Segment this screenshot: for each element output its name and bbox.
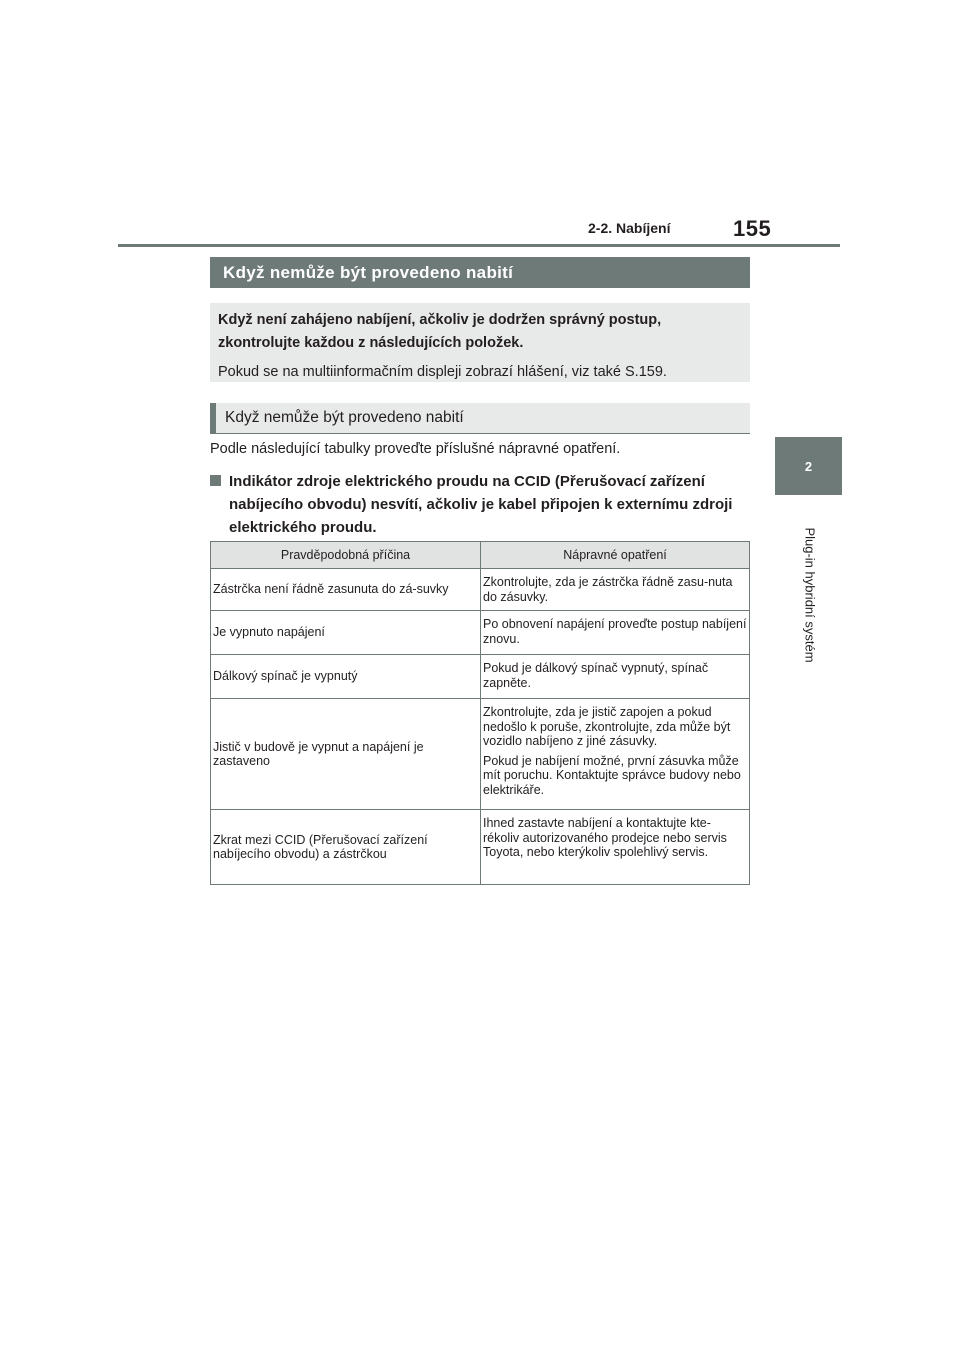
table-row [211,810,750,885]
remedy-text: Pokud je nabíjení možné, první zásuvka může mít poruchu. Kontaktujte správce budovy nebo elektrikáře. [483,753,741,797]
section-title-text: Když nemůže být provedeno nabití [223,262,514,282]
section-title [210,257,750,288]
intro-plain-text: Pokud se na multiinformačním displeji zobrazí hlášení, viz také S.159. [218,364,667,380]
header-section-title: 2-2. Nabíjení [588,220,671,236]
remedy-cell [481,655,750,699]
table-row [211,611,750,655]
body-text: Podle následující tabulky proveďte příslušné nápravné opatření. [210,441,621,457]
remedy-text: Ihned zastavte nabíjení a kontaktujte kte-rékoliv autorizovaného prodejce nebo servis Toyota, nebo kterýkoliv spolehlivý servis. [483,816,727,859]
remedy-cell [481,569,750,611]
remedy-text: Pokud je dálkový spínač vypnutý, spínač zapněte. [483,661,709,690]
table-row [211,655,750,699]
table-row [211,569,750,611]
intro-box [210,303,750,382]
column-header-remedy: Nápravné opatření [481,542,750,569]
chapter-tab[interactable] [775,437,842,495]
table-header-row [211,542,750,569]
bullet-text: Indikátor zdroje elektrického proudu na CCID (Přerušovací zařízení nabíjecího obvodu) nesvítí, ačkoliv je kabel připojen k externímu zdroji elektrického proudu. [229,473,733,536]
cause-cell: Dálkový spínač je vypnutý [211,655,481,699]
remedy-text: Po obnovení napájení proveďte postup nabíjení znovu. [483,617,747,646]
cause-cell: Zkrat mezi CCID (Přerušovací zařízení nabíjecího obvodu) a zástrčkou [211,810,481,885]
column-header-cause: Pravděpodobná příčina [211,542,481,569]
header-rule [118,244,840,247]
remedy-cell [481,699,750,810]
remedy-cell [481,810,750,885]
chapter-number: 2 [804,458,813,474]
troubleshooting-table [210,541,750,885]
sub-heading-text: Když nemůže být provedeno nabití [225,409,464,426]
bullet-item [210,470,750,539]
chapter-title: Plug-in hybridní systém [802,527,818,663]
intro-bold-text: Když není zahájeno nabíjení, ačkoliv je dodržen správný postup, zkontrolujte každou z následujících položek. [218,312,662,351]
remedy-text: Zkontrolujte, zda je jistič zapojen a pokud nedošlo k poruše, zkontrolujte, zda může být vozidlo nabíjeno z jiné zásuvky. [483,705,731,748]
cause-cell: Je vypnuto napájení [211,611,481,655]
page-number: 155 [733,216,772,241]
square-bullet-icon [210,475,221,486]
cause-cell: Jistič v budově je vypnut a napájení je zastaveno [211,699,481,810]
table-row [211,699,750,810]
cause-cell: Zástrčka není řádně zasunuta do zá-suvky [211,569,481,611]
chapter-label [803,505,817,685]
remedy-cell [481,611,750,655]
remedy-text: Zkontrolujte, zda je zástrčka řádně zasu-nuta do zásuvky. [483,575,733,604]
sub-heading [210,403,750,434]
